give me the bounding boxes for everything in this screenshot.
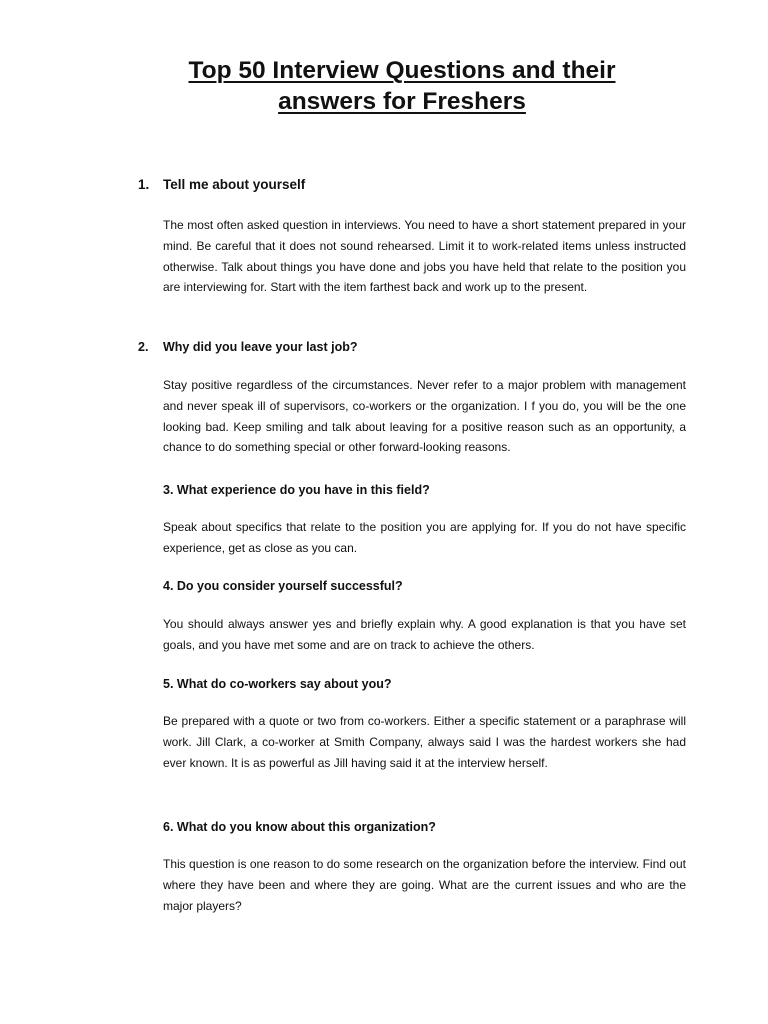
title-line-2: answers for Freshers: [278, 88, 526, 115]
question-number: 2.: [138, 340, 149, 354]
answer-paragraph: Stay positive regardless of the circumstances. Never refer to a major problem with management and never speak ill of supervisors, co-workers or the organization. I f you do, you will be the one looking bad. Keep smiling and talk about leaving for a positive reason such as an opportunity, a chance to do something special or other forward-looking reasons.: [163, 378, 686, 455]
answer-paragraph: The most often asked question in interviews. You need to have a short statement prepared in your mind. Be careful that it does not sound rehearsed. Limit it to work-related items unless instructed otherwise. Talk about things you have done and jobs you have held that relate to the position you are interviewing for. Start with the item farthest back and work up to the present.: [163, 218, 686, 295]
question-heading: 5. What do co-workers say about you?: [163, 677, 392, 691]
answer-paragraph: Be prepared with a quote or two from co-workers. Either a specific statement or a paraphrase will work. Jill Clark, a co-worker at Smith Company, always said I was the hardest workers she had ever known. It is as powerful as Jill having said it at the interview herself.: [163, 714, 686, 770]
title-line-1: Top 50 Interview Questions and their: [188, 57, 616, 84]
question-heading: 6. What do you know about this organization?: [163, 820, 436, 834]
document-title: [100, 55, 704, 117]
question-text: Why did you leave your last job?: [163, 340, 358, 354]
question-heading: [138, 338, 357, 356]
answer-paragraph: You should always answer yes and briefly explain why. A good explanation is that you have set goals, and you have met some and are on track to achieve the others.: [163, 617, 686, 652]
question-text: Tell me about yourself: [163, 177, 306, 192]
question-heading: [138, 176, 305, 194]
question-number: 1.: [138, 177, 150, 192]
answer-paragraph: Speak about specifics that relate to the position you are applying for. If you do not have specific experience, get as close as you can.: [163, 520, 686, 555]
answer-paragraph: This question is one reason to do some research on the organization before the interview. Find out where they have been and where they are going. What are the current issues and who are the major players?: [163, 857, 686, 913]
question-heading: 3. What experience do you have in this field?: [163, 483, 430, 497]
question-heading: 4. Do you consider yourself successful?: [163, 579, 403, 593]
